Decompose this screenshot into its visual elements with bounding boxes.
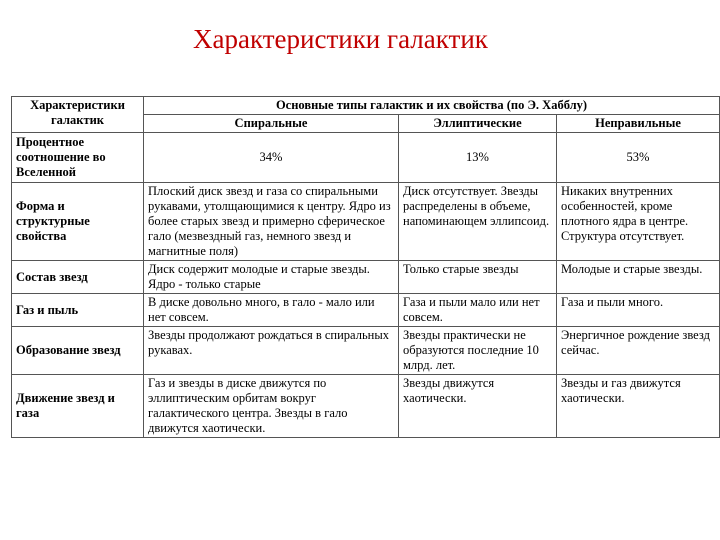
table-row — [12, 375, 720, 438]
table-cell: Звезды продолжают рождаться в спиральных рукавах. — [144, 327, 399, 375]
column-header-irregular: Неправильные — [557, 115, 720, 133]
table-row — [12, 133, 720, 183]
table-cell: 34% — [144, 133, 399, 183]
table-cell: Звезды и газ движутся хаотически. — [557, 375, 720, 438]
table-cell: Плоский диск звезд и газа со спиральными рукавами, утолщающимися к центру. Ядро из более старых звезд и примерно сферическое гало (мезвездный газ, немного звезд и магнитные поля) — [144, 183, 399, 261]
row-label: Образование звезд — [12, 327, 144, 375]
column-header-elliptical: Эллиптические — [399, 115, 557, 133]
row-label: Состав звезд — [12, 261, 144, 294]
table-cell: 13% — [399, 133, 557, 183]
slide-title: Характеристики галактик — [193, 24, 488, 54]
table-header-row — [12, 97, 720, 115]
table-cell: Диск отсутствует. Звезды распределены в объеме, напоминающем эллипсоид. — [399, 183, 557, 261]
row-label: Движение звезд и газа — [12, 375, 144, 438]
table-cell: Только старые звезды — [399, 261, 557, 294]
table-cell: 53% — [557, 133, 720, 183]
table-cell: Газа и пыли мало или нет совсем. — [399, 294, 557, 327]
table-row — [12, 294, 720, 327]
table-cell: Молодые и старые звезды. — [557, 261, 720, 294]
table-cell: Диск содержит молодые и старые звезды. Ядро - только старые — [144, 261, 399, 294]
table-cell: Энергичное рождение звезд сейчас. — [557, 327, 720, 375]
galaxy-characteristics-table — [11, 96, 720, 438]
table-cell: Газ и звезды в диске движутся по эллиптическим орбитам вокруг галактического центра. Звезды в гало движутся хаотически. — [144, 375, 399, 438]
row-label: Процентное соотношение во Вселенной — [12, 133, 144, 183]
table-row — [12, 183, 720, 261]
table-cell: Звезды движутся хаотически. — [399, 375, 557, 438]
table-cell: Звезды практически не образуются последние 10 млрд. лет. — [399, 327, 557, 375]
group-header-cell: Основные типы галактик и их свойства (по Э. Хабблу) — [144, 97, 720, 115]
table-cell: В диске довольно много, в гало - мало или нет совсем. — [144, 294, 399, 327]
corner-header-cell: Характеристики галактик — [12, 97, 144, 133]
table-cell: Никаких внутренних особенностей, кроме плотного ядра в центре. Структура отсутствует. — [557, 183, 720, 261]
table-row — [12, 261, 720, 294]
table-row — [12, 327, 720, 375]
table-cell: Газа и пыли много. — [557, 294, 720, 327]
row-label: Форма и структурные свойства — [12, 183, 144, 261]
row-label: Газ и пыль — [12, 294, 144, 327]
column-header-spiral: Спиральные — [144, 115, 399, 133]
